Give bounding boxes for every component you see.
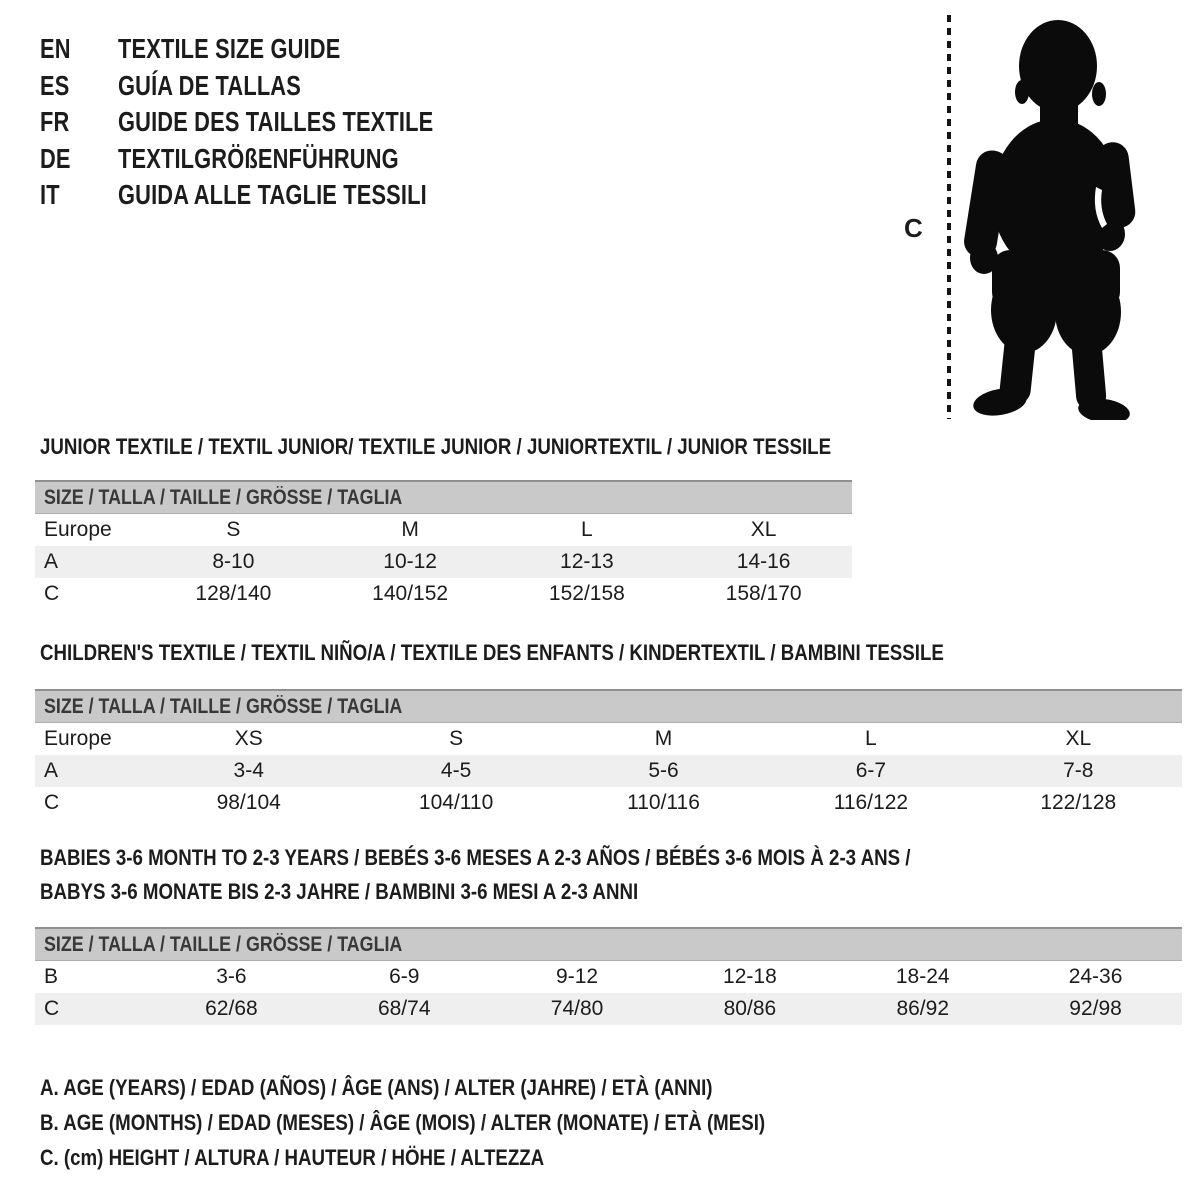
size-cell: 12-18 <box>723 965 777 988</box>
language-title-list <box>40 31 433 214</box>
size-table-header-text: SIZE / TALLA / TAILLE / GRÖSSE / TAGLIA <box>44 485 403 509</box>
size-cell: 158/170 <box>725 582 802 605</box>
size-cell: 6-9 <box>389 965 420 988</box>
size-row-label: A <box>44 550 59 573</box>
childrens-section-title <box>40 640 1103 666</box>
size-row-label: C <box>44 791 60 814</box>
size-row-label: Europe <box>44 518 112 541</box>
footnote-a <box>40 1070 893 1105</box>
size-cell: L <box>581 518 593 541</box>
size-row-height <box>35 787 1182 819</box>
size-table-header <box>35 689 1182 723</box>
size-cell: 80/86 <box>723 997 777 1020</box>
size-row-label: A <box>44 759 59 782</box>
size-cell: 12-13 <box>560 550 614 573</box>
size-cell: 152/158 <box>548 582 625 605</box>
size-row-months <box>35 961 1182 993</box>
language-title: TEXTILGRÖßENFÜHRUNG <box>118 142 399 174</box>
size-cell: 98/104 <box>216 791 281 814</box>
size-cell: XS <box>234 727 263 750</box>
language-title: TEXTILE SIZE GUIDE <box>118 33 341 64</box>
size-row-label: Europe <box>44 727 112 750</box>
size-cell: 8-10 <box>212 550 255 573</box>
size-cell: 92/98 <box>1069 997 1122 1020</box>
size-row-label: C <box>44 582 60 605</box>
size-row-label: C <box>44 997 60 1020</box>
footnote-c <box>40 1140 893 1175</box>
size-cell: 6-7 <box>855 759 887 782</box>
height-dashed-line <box>947 15 951 419</box>
size-table-header-text: SIZE / TALLA / TAILLE / GRÖSSE / TAGLIA <box>44 932 403 956</box>
language-row-de <box>40 141 433 178</box>
size-cell: 7-8 <box>1063 759 1094 782</box>
language-title: GUIDA ALLE TAGLIE TESSILI <box>118 179 427 210</box>
language-code: ES <box>40 69 70 101</box>
section-title-text: CHILDREN'S TEXTILE / TEXTIL NIÑO/A / TEXTILE DES ENFANTS / KINDERTEXTIL / BAMBINI TESSILE <box>40 640 944 665</box>
size-cell: 18-24 <box>895 965 950 988</box>
size-cell: 5-6 <box>648 759 679 782</box>
size-cell: 122/128 <box>1040 791 1117 814</box>
language-title: GUIDE DES TAILLES TEXTILE <box>118 106 434 137</box>
language-title: GUÍA DE TALLAS <box>118 69 301 101</box>
language-row-en <box>40 31 433 68</box>
size-cell: M <box>401 518 419 541</box>
size-row-label: B <box>44 965 59 988</box>
size-row-age <box>35 755 1182 787</box>
language-code: FR <box>40 106 70 137</box>
size-cell: L <box>865 727 877 750</box>
size-table-header <box>35 480 852 514</box>
size-row-europe <box>35 514 852 546</box>
childrens-size-table <box>35 689 1182 819</box>
footnote-legend <box>40 1070 893 1175</box>
size-row-height <box>35 578 852 610</box>
size-cell: 9-12 <box>556 965 599 988</box>
section-title-text-line2: BABYS 3-6 MONATE BIS 2-3 JAHRE / BAMBINI 3-6 MESI A 2-3 ANNI <box>40 879 639 904</box>
size-cell: 24-36 <box>1068 965 1123 988</box>
size-cell: S <box>226 518 241 541</box>
language-row-it <box>40 177 433 214</box>
junior-section-title <box>40 434 971 460</box>
height-measure-label: C <box>904 213 923 243</box>
size-cell: 10-12 <box>383 550 437 573</box>
size-cell: 140/152 <box>372 582 449 605</box>
size-cell: 3-6 <box>216 965 247 988</box>
junior-size-table <box>35 480 852 610</box>
footnote-c-text: C. (cm) HEIGHT / ALTURA / HAUTEUR / HÖHE / ALTEZZA <box>40 1145 545 1170</box>
size-row-age <box>35 546 852 578</box>
language-code: DE <box>40 142 71 174</box>
language-code: EN <box>40 33 71 64</box>
size-row-europe <box>35 723 1182 755</box>
babies-size-table <box>35 927 1182 1025</box>
size-cell: XL <box>1065 727 1092 750</box>
size-cell: 62/68 <box>205 997 258 1020</box>
size-cell: S <box>449 727 464 750</box>
language-row-fr <box>40 104 433 141</box>
size-cell: 104/110 <box>418 791 494 814</box>
language-code: IT <box>40 179 60 210</box>
section-title-text-line1: BABIES 3-6 MONTH TO 2-3 YEARS / BEBÉS 3-6 MESES A 2-3 AÑOS / BÉBÉS 3-6 MOIS À 2-3 ANS / <box>40 845 911 870</box>
size-cell: XL <box>750 518 777 541</box>
language-row-es <box>40 68 433 105</box>
footnote-a-text: A. AGE (YEARS) / EDAD (AÑOS) / ÂGE (ANS) / ALTER (JAHRE) / ETÀ (ANNI) <box>40 1075 713 1100</box>
babies-section-title <box>40 842 1064 910</box>
size-table-header-text: SIZE / TALLA / TAILLE / GRÖSSE / TAGLIA <box>44 694 403 718</box>
size-cell: 14-16 <box>736 550 791 573</box>
section-title-text: JUNIOR TEXTILE / TEXTIL JUNIOR/ TEXTILE JUNIOR / JUNIORTEXTIL / JUNIOR TESSILE <box>40 434 832 459</box>
footnote-b <box>40 1105 893 1140</box>
size-cell: 86/92 <box>896 997 950 1020</box>
size-cell: 74/80 <box>550 997 604 1020</box>
size-cell: 68/74 <box>377 997 431 1020</box>
toddler-silhouette-icon <box>958 12 1142 420</box>
size-cell: M <box>654 727 673 750</box>
size-cell: 128/140 <box>195 582 272 605</box>
size-table-header <box>35 927 1182 961</box>
size-cell: 3-4 <box>233 759 264 782</box>
size-cell: 4-5 <box>440 759 472 782</box>
size-cell: 116/122 <box>833 791 909 814</box>
size-cell: 110/116 <box>627 791 700 814</box>
size-row-height <box>35 993 1182 1025</box>
footnote-b-text: B. AGE (MONTHS) / EDAD (MESES) / ÂGE (MOIS) / ALTER (MONATE) / ETÀ (MESI) <box>40 1110 766 1135</box>
